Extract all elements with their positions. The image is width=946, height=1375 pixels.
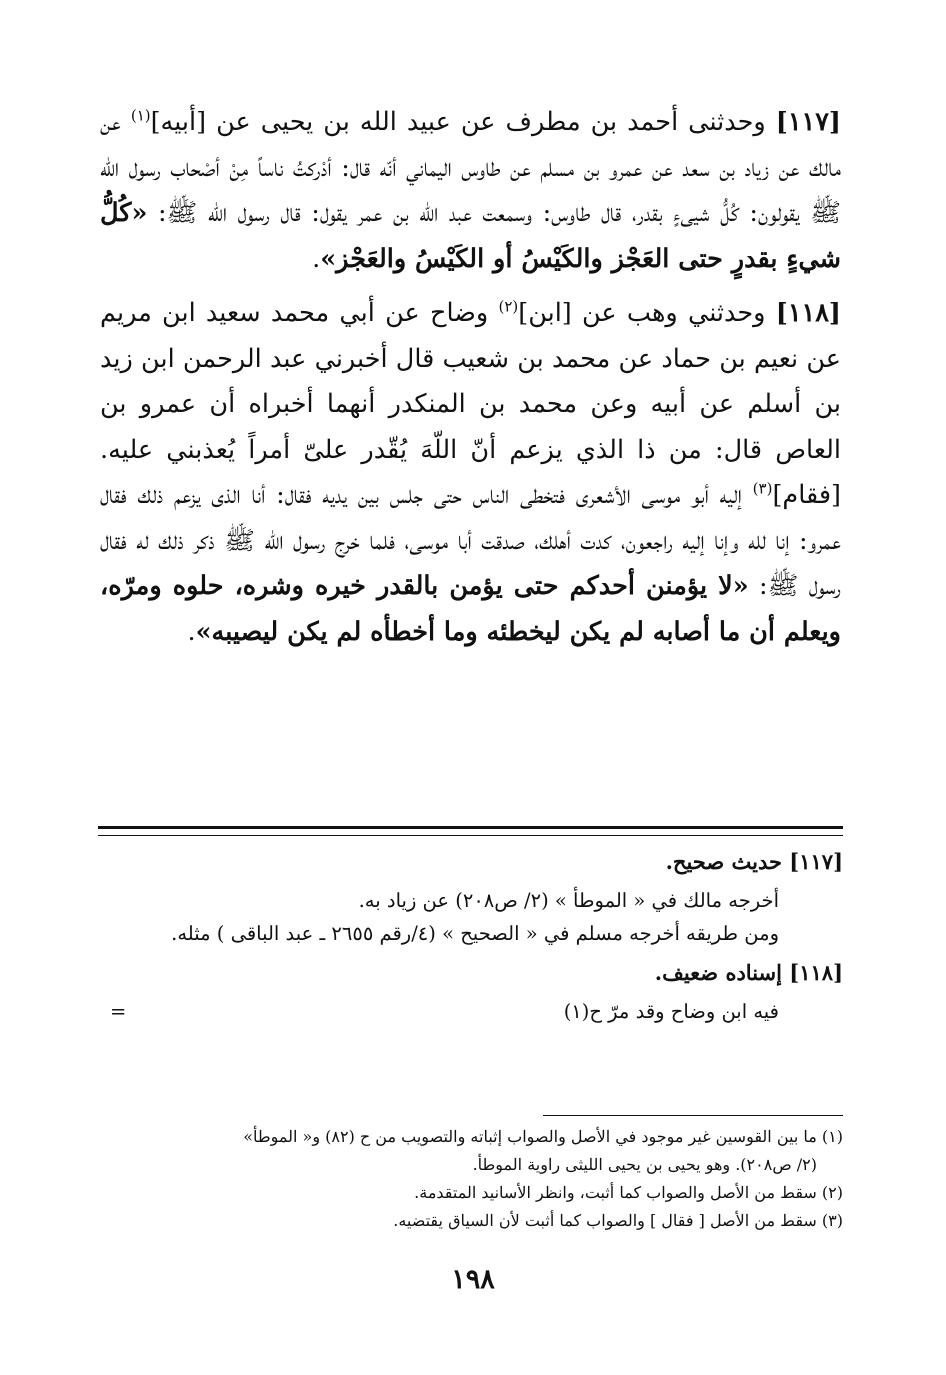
footnote-divider	[543, 1115, 843, 1116]
hadith-118-quote: «لا يؤمنن أحدكم حتى يؤمن بالقدر خيره وشره، حلوه ومرّه، ويعلم أن ما أصابه لم يكن ليخطئه وما أخطأه لم يكن ليصيبه»	[100, 571, 841, 647]
hadith-117-end: .	[312, 243, 321, 274]
commentary-notes	[98, 845, 843, 1031]
note-118-row	[98, 995, 843, 1031]
hadith-118-body-2: إليه أبو موسى الأشعرى فتخطى الناس حتى جلس بين يديه فقال: أنا الذى يزعم ذلك فقال عمرو: إنا لله وإنا إليه راجعون، كدت أهلك، صدقت أبا موسى، فلما خرج رسول الله ﷺ ذكر ذلك له فقال رسول ﷺ:	[100, 480, 841, 601]
footnote-1-line-1: (١) ما بين القوسين غير موجود في الأصل والصواب إثباته والتصويب من ح (٨٢) و« الموطأ»	[243, 1127, 843, 1146]
double-divider	[98, 826, 843, 836]
hadith-117-number: [١١٧]	[775, 107, 841, 137]
note-118-heading: [١١٨] إسناده ضعيف.	[654, 960, 843, 985]
footnote-2: (٢) سقط من الأصل والصواب كما أثبت، وانظر الأسانيد المتقدمة.	[414, 1183, 843, 1202]
main-text	[100, 100, 841, 664]
note-117-line-2: ومن طريقه أخرجه مسلم في « الصحيح » (٤/رقم ٢٦٥٥ ـ عبد الباقى ) مثله.	[171, 922, 779, 945]
hadith-118-isnad: وحدثني وهب عن [ابن]	[518, 298, 766, 328]
hadith-117-isnad: وحدثنى أحمد بن مطرف عن عبيد الله بن يحيى عن [أبيه]	[150, 107, 766, 137]
note-117-line-1: أخرجه مالك في « الموطأ » (٢/ ص٢٠٨) عن زياد به.	[358, 889, 779, 912]
footnote-3: (٣) سقط من الأصل [ فقال ] والصواب كما أثبت لأن السياق يقتضيه.	[393, 1211, 843, 1230]
hadith-117-paragraph	[100, 100, 841, 282]
footnote-ref-3: (٣)	[752, 479, 773, 498]
hadith-117-quote: «كُلُّ شيءٍ بقدرٍ حتى العَجْز والكَيْسُ أو الكَيْسُ والعَجْز»	[100, 198, 841, 274]
hadith-118-paragraph	[100, 291, 841, 655]
hadith-118-body-1: وضاح عن أبي محمد سعيد ابن مريم عن نعيم بن حماد عن محمد بن شعيب قال أخبرني عبد الرحمن ابن زيد بن أسلم عن أبيه وعن محمد بن المنكدر أنهما أخبراه أن عمرو بن العاص قال: من ذا الذي يزعم أنّ اللّهَ يُقّدر علىّ أمراً يُعذبني عليه. [فقام]	[100, 298, 841, 510]
footnote-1-line-2: (٢/ ص٢٠٨). وهو يحيى بن يحيى الليثى راوية الموطأ.	[472, 1155, 817, 1174]
footnote-ref-1: (١)	[130, 106, 151, 125]
page-number: ١٩٨	[451, 1264, 495, 1295]
hadith-118-end: .	[187, 616, 196, 647]
continuation-mark: =	[110, 1000, 127, 1023]
hadith-117-body: عن مالك عن زياد بن سعد عن عمرو بن مسلم عن طاوس اليماني أنّه قال: أدْركتُ ناساً مِنْ أصْحاب رسول الله ﷺ يقولون: كُلُّ شيىءٍ بقدر، قال طاوس: وسمعت عبد الله بن عمر يقول: قال رسول الله ﷺ:	[100, 107, 841, 228]
hadith-117	[100, 100, 841, 282]
footnotes	[98, 1123, 843, 1235]
note-118-line-1: فيه ابن وضاح وقد مرّ ح(١)	[563, 1000, 779, 1023]
footnote-ref-2: (٢)	[498, 297, 519, 316]
hadith-118-number: [١١٨]	[775, 298, 841, 328]
hadith-118	[100, 291, 841, 655]
note-117-heading: [١١٧] حديث صحيح.	[665, 849, 843, 874]
